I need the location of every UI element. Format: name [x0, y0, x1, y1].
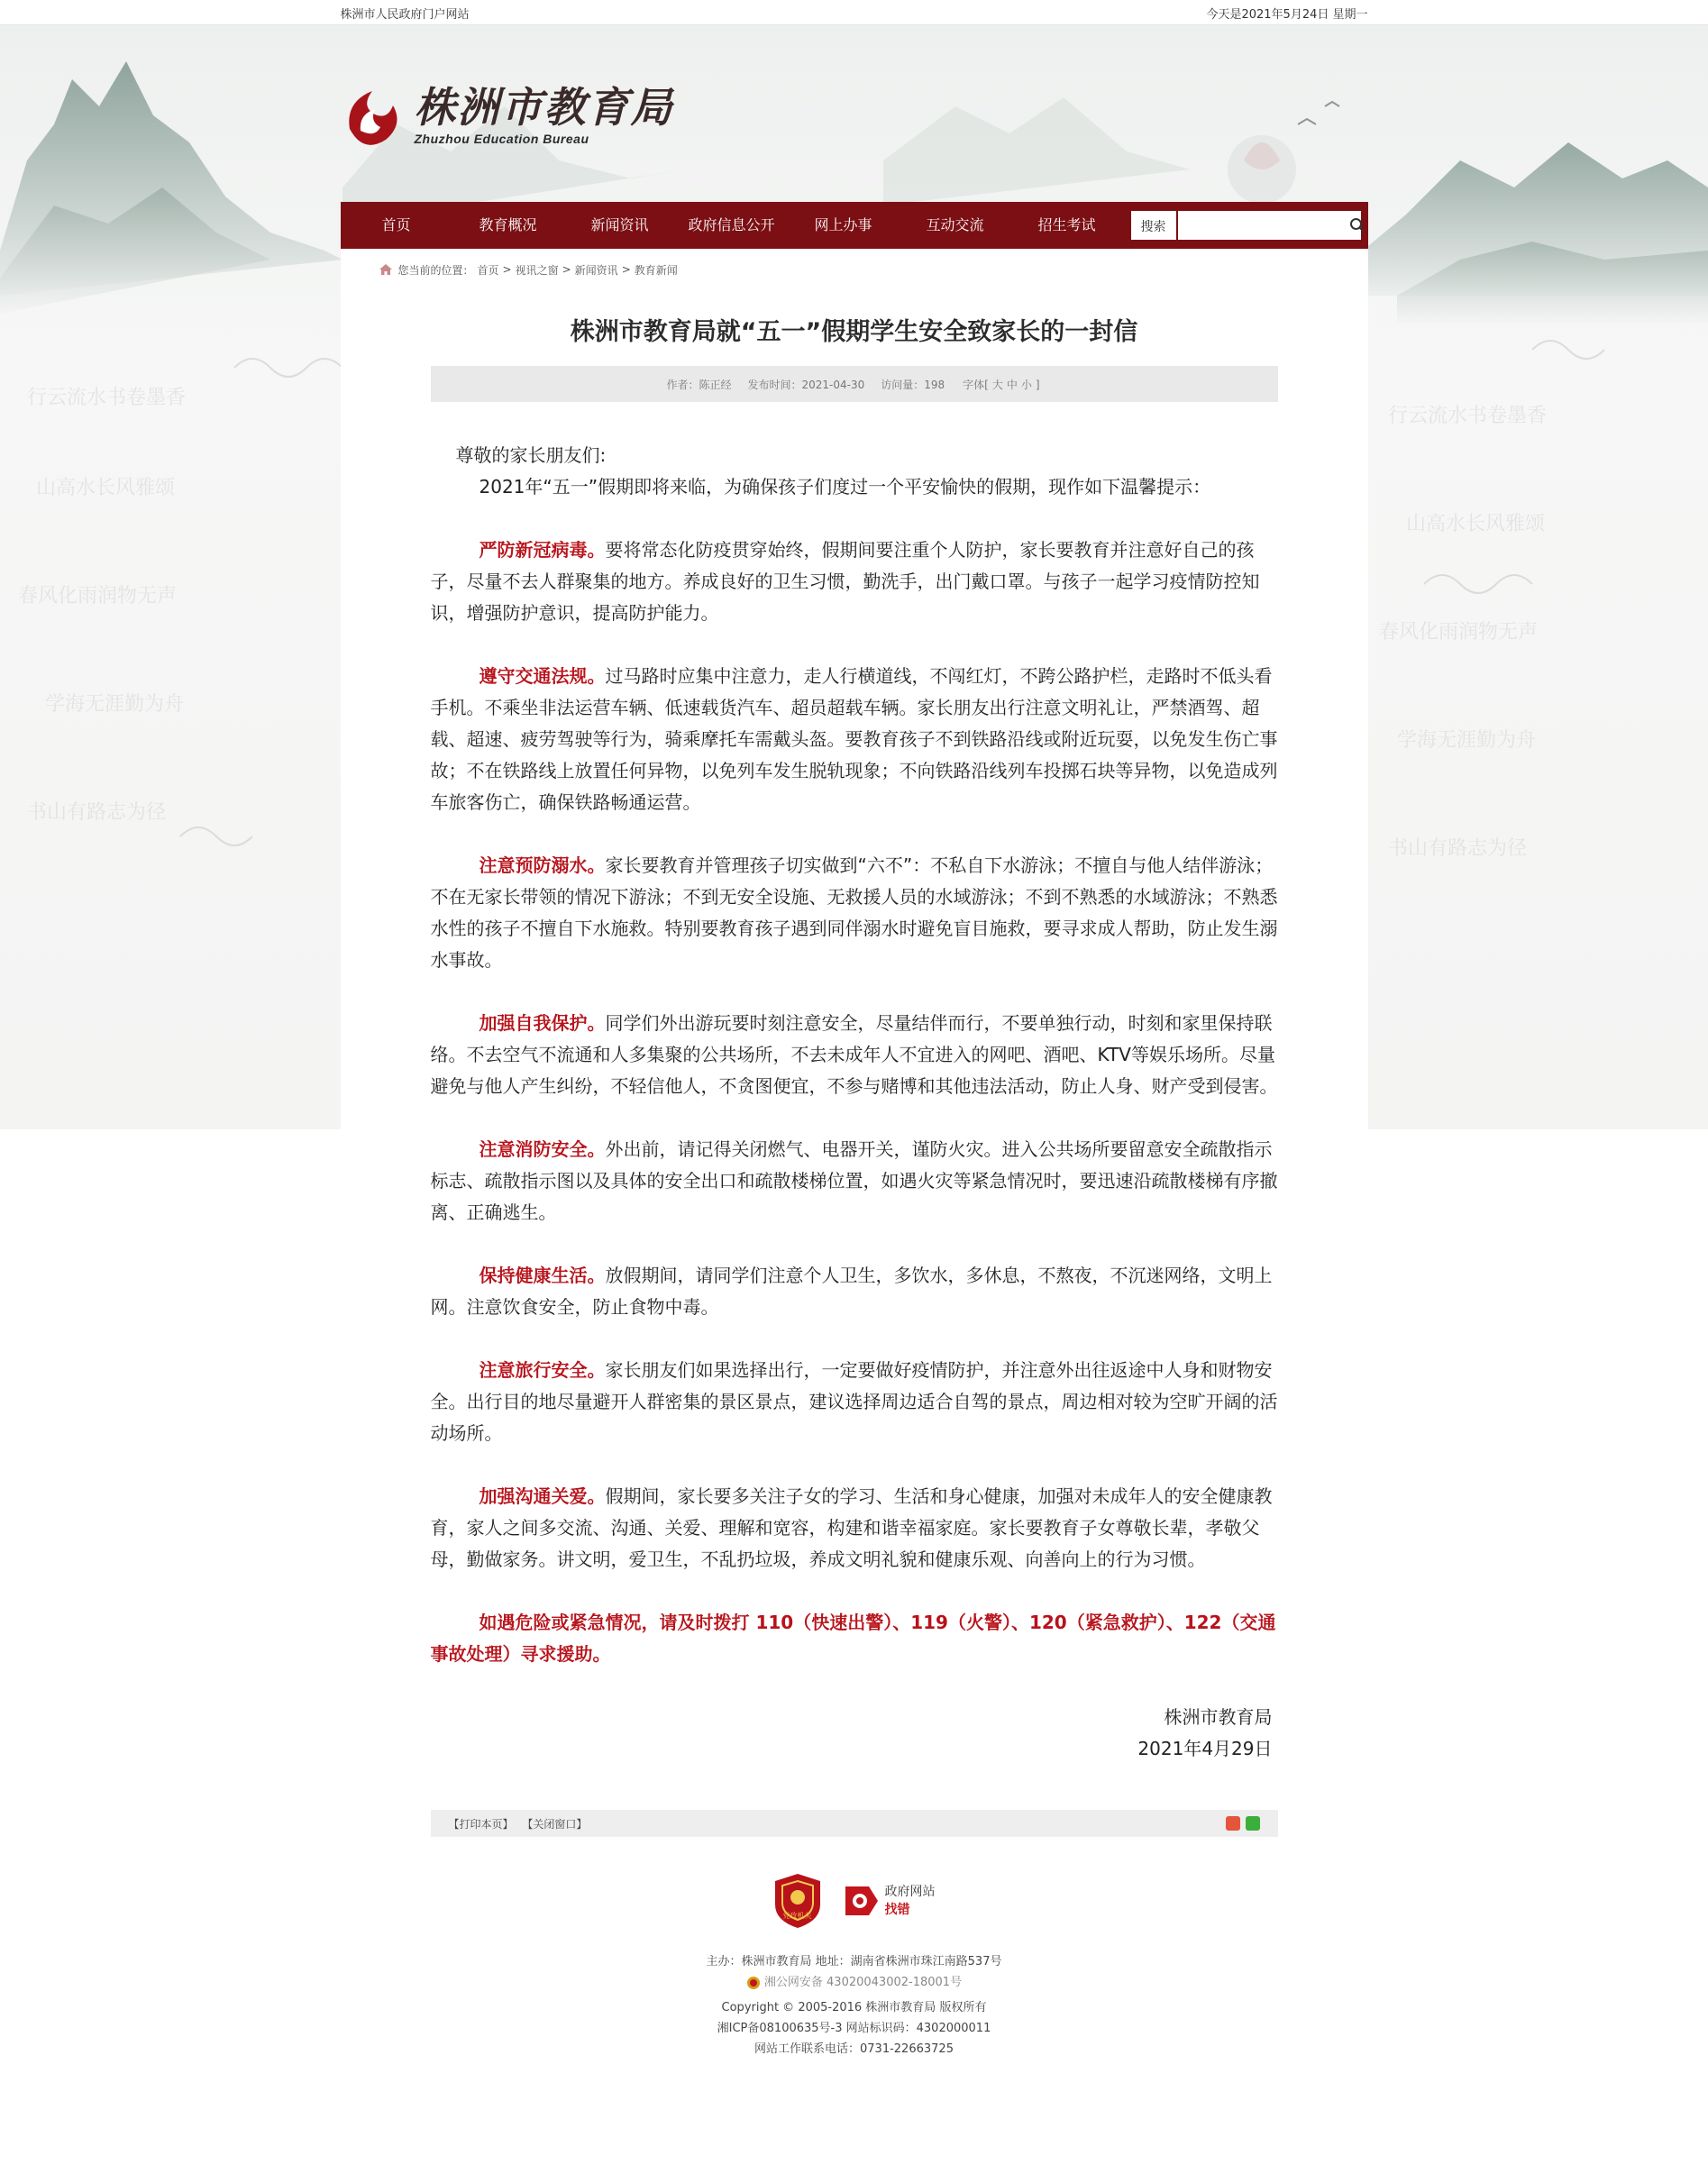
search-box [1178, 209, 1363, 242]
font-size-label: 字体[ [963, 378, 989, 391]
article-tools-bar [431, 1810, 1278, 1837]
svg-text:书山有路志为径: 书山有路志为径 [27, 801, 167, 824]
svg-text:行云流水书卷墨香: 行云流水书卷墨香 [27, 387, 187, 409]
article-title: 株洲市教育局就“五一”假期学生安全致家长的一封信 [570, 318, 1138, 346]
nav-item-overview[interactable]: 教育概况 [479, 216, 537, 233]
section-text: 放假期间，请同学们注意个人卫生，多饮水，多休息，不熬夜，不沉迷网络，文明上网。注意饮食安全，防止食物中毒。 [430, 1265, 1273, 1318]
gov-badge-line2: 找错 [884, 1903, 910, 1917]
greeting: 尊敬的家长朋友们: [455, 444, 607, 466]
nav-item-news[interactable]: 新闻资讯 [590, 216, 649, 233]
section-text: 外出前，请记得关闭燃气、电器开关，谨防火灾。进入公共场所要留意安全疏散指示标志、疏散指示图以及具体的安全出口和疏散楼梯位置，如遇火灾等紧急情况时，要迅速沿疏散楼梯有序撤离、正确逃生。 [430, 1138, 1278, 1223]
gov-site-error-icon [844, 1883, 880, 1919]
nav-item-home[interactable]: 首页 [381, 216, 411, 233]
breadcrumb-separator: > [621, 263, 631, 276]
footer-police-record[interactable] [746, 1972, 962, 1993]
font-size-end: ] [1035, 378, 1040, 391]
main-content [341, 249, 1368, 1840]
article-body [431, 402, 1278, 1765]
svg-text:山高水长风雅颂: 山高水长风雅颂 [1406, 513, 1546, 535]
breadcrumb-separator: > [502, 263, 512, 276]
section-heading: 加强沟通关爱。 [479, 1485, 606, 1507]
intro-paragraph: 2021年“五一”假期即将来临，为确保孩子们度过一个平安愉快的假期，现作如下温馨提示： [479, 476, 1211, 498]
font-large-button[interactable]: 大 [991, 378, 1003, 391]
nav-item-online-services[interactable]: 网上办事 [814, 216, 872, 233]
police-badge-icon [746, 1976, 761, 1990]
main-navigation [341, 202, 1368, 249]
section-heading: 遵守交通法规。 [479, 665, 606, 687]
article-publish-time: 发布时间：2021-04-30 [747, 378, 865, 391]
breadcrumb-separator: > [562, 263, 571, 276]
site-header [341, 25, 1368, 202]
section-text: 要将常态化防疫贯穿始终，假期间要注重个人防护，家长要教育并注意好自己的孩子，尽量不去人群聚集的地方。养成良好的卫生习惯，勤洗手，出门戴口罩。与孩子一起学习疫情防控知识，增强防护意识，提高防护能力。 [430, 539, 1260, 624]
section-text: 家长要教育并管理孩子切实做到“六不”：不私自下水游泳；不擅自与他人结伴游泳；不在无家长带领的情况下游泳；不到无安全设施、无救援人员的水域游泳；不到不熟悉的水域游泳；不熟悉水性的孩子不擅自下水施救。特别要教育孩子遇到同伴溺水时避免盲目施救，要寻求成人帮助，防止发生溺水事故。 [430, 854, 1278, 971]
section-heading: 注意旅行安全。 [479, 1359, 606, 1381]
section-heading: 注意消防安全。 [479, 1138, 606, 1160]
gov-badge-line1: 政府网站 [884, 1885, 936, 1899]
home-icon [379, 263, 393, 276]
logo-flame-icon [341, 75, 409, 156]
footer-sponsor: 主办：株洲市教育局 地址：湖南省株洲市珠江南路537号 [706, 1955, 1002, 1968]
print-page-button[interactable]: 【打印本页】 [448, 1817, 514, 1831]
section-paragraph [431, 850, 1278, 976]
nav-item-interaction[interactable]: 互动交流 [926, 216, 984, 233]
site-footer [0, 1840, 1708, 2060]
nav-item-gov-info[interactable]: 政府信息公开 [688, 216, 775, 233]
section-paragraph [431, 1134, 1278, 1229]
footer-info [0, 1951, 1708, 2060]
footer-contact: 网站工作联系电话：0731-22663725 [754, 2042, 954, 2056]
logo-chinese-text: 株洲市教育局 [414, 83, 674, 132]
section-paragraph [431, 534, 1278, 629]
party-organ-badge[interactable] [773, 1872, 822, 1930]
emergency-notice: 如遇危险或紧急情况，请及时拨打 110（快速出警）、119（火警）、120（紧急救护）、122（交通事故处理）寻求援助。 [430, 1612, 1276, 1665]
search-icon[interactable] [1349, 212, 1365, 239]
article-author: 作者：陈正经 [666, 378, 732, 391]
font-size-control [961, 377, 1041, 392]
footer-copyright: Copyright © 2005-2016 株洲市教育局 版权所有 [721, 2000, 987, 2014]
footer-icp[interactable]: 湘ICP备08100635号-3 网站标识码：4302000011 [717, 2021, 991, 2035]
search-label: 搜索 [1129, 209, 1178, 242]
police-record-text: 湘公网安备 43020043002-18001号 [763, 1976, 963, 1989]
breadcrumb [341, 249, 1368, 290]
section-text: 过马路时应集中注意力，走人行横道线，不闯红灯，不跨公路护栏，走路时不低头看手机。不乘坐非法运营车辆、低速载货汽车、超员超载车辆。家长朋友出行注意文明礼让，严禁酒驾、超载、超速、疲劳驾驶等行为，骑乘摩托车需戴头盔。要教育孩子不到铁路沿线或附近玩耍，以免发生伤亡事故；不在铁路线上放置任何异物，以免列车发生脱轨现象；不向铁路沿线列车投掷石块等异物，以免造成列车旅客伤亡，确保铁路畅通运营。 [430, 665, 1278, 813]
site-logo[interactable] [341, 75, 674, 156]
weibo-share-icon[interactable] [1226, 1816, 1240, 1831]
svg-text:学海无涯勤为舟: 学海无涯勤为舟 [45, 693, 185, 716]
svg-text:书山有路志为径: 书山有路志为径 [1388, 837, 1528, 860]
search-input[interactable] [1178, 212, 1349, 239]
section-paragraph [431, 1481, 1278, 1576]
article-views: 访问量：198 [881, 378, 945, 391]
breadcrumb-news[interactable]: 新闻资讯 [574, 263, 618, 277]
section-text: 家长朋友们如果选择出行，一定要做好疫情防护，并注意外出往返途中人身和财物安全。出行目的地尽量避开人群密集的景区景点，建议选择周边适合自驾的景点，周边相对较为空旷开阔的活动场所。 [430, 1359, 1278, 1444]
section-heading: 注意预防溺水。 [479, 854, 606, 876]
svg-text:学海无涯勤为舟: 学海无涯勤为舟 [1397, 729, 1537, 752]
section-text: 假期间，家长要多关注子女的学习、生活和身心健康，加强对未成年人的安全健康教育，家人之间多交流、沟通、关爱、理解和宽容，构建和谐幸福家庭。家长要教育子女尊敬长辈，孝敬父母，勤做家务。讲文明，爱卫生，不乱扔垃圾，养成文明礼貌和健康乐观、向善向上的行为习惯。 [430, 1485, 1273, 1570]
section-paragraph [431, 661, 1278, 818]
section-heading: 保持健康生活。 [479, 1265, 606, 1286]
party-organ-icon [773, 1872, 822, 1930]
breadcrumb-prefix: 您当前的位置： [397, 263, 474, 277]
breadcrumb-edu-news[interactable]: 教育新闻 [634, 263, 678, 277]
gov-site-error-report-badge[interactable] [844, 1883, 936, 1919]
signature-date: 2021年4月29日 [1137, 1738, 1273, 1759]
logo-english-text: Zhuzhou Education Bureau [414, 132, 589, 146]
section-text: 同学们外出游玩要时刻注意安全，尽量结伴而行，不要单独行动，时刻和家里保持联络。不去空气不流通和人多集聚的公共场所，不去未成年人不宜进入的网吧、酒吧、KTV等娱乐场所。尽量避免与他人产生纠纷，不轻信他人，不贪图便宜，不参与赌博和其他违法活动，防止人身、财产受到侵害。 [430, 1012, 1278, 1097]
top-utility-bar [0, 0, 1708, 25]
svg-text:春风化雨润物无声: 春风化雨润物无声 [1379, 621, 1539, 644]
search-bar [1129, 209, 1363, 242]
font-medium-button[interactable]: 中 [1006, 378, 1018, 391]
close-window-button[interactable]: 【关闭窗口】 [522, 1817, 588, 1831]
font-small-button[interactable]: 小 [1020, 378, 1032, 391]
party-organ-badge-label: 党政机关 [782, 1912, 812, 1920]
section-heading: 加强自我保护。 [479, 1012, 606, 1034]
breadcrumb-video-window[interactable]: 视讯之窗 [515, 263, 559, 277]
nav-item-admissions[interactable]: 招生考试 [1037, 216, 1096, 233]
section-paragraph [431, 1260, 1278, 1323]
section-paragraph [431, 1008, 1278, 1102]
wechat-share-icon[interactable] [1246, 1816, 1260, 1831]
svg-text:春风化雨润物无声: 春风化雨润物无声 [18, 585, 178, 607]
footer-badges [0, 1865, 1708, 1937]
breadcrumb-home[interactable]: 首页 [477, 263, 499, 277]
article [431, 308, 1278, 1837]
svg-text:山高水长风雅颂: 山高水长风雅颂 [36, 477, 176, 499]
current-date: 今天是2021年5月24日 星期一 [1206, 7, 1368, 22]
svg-text:行云流水书卷墨香: 行云流水书卷墨香 [1388, 405, 1548, 427]
section-heading: 严防新冠病毒。 [479, 539, 606, 561]
article-meta [431, 366, 1278, 402]
signature-org: 株洲市教育局 [1164, 1706, 1273, 1728]
section-paragraph [431, 1355, 1278, 1449]
gov-portal-link[interactable]: 株洲市人民政府门户网站 [340, 7, 470, 22]
